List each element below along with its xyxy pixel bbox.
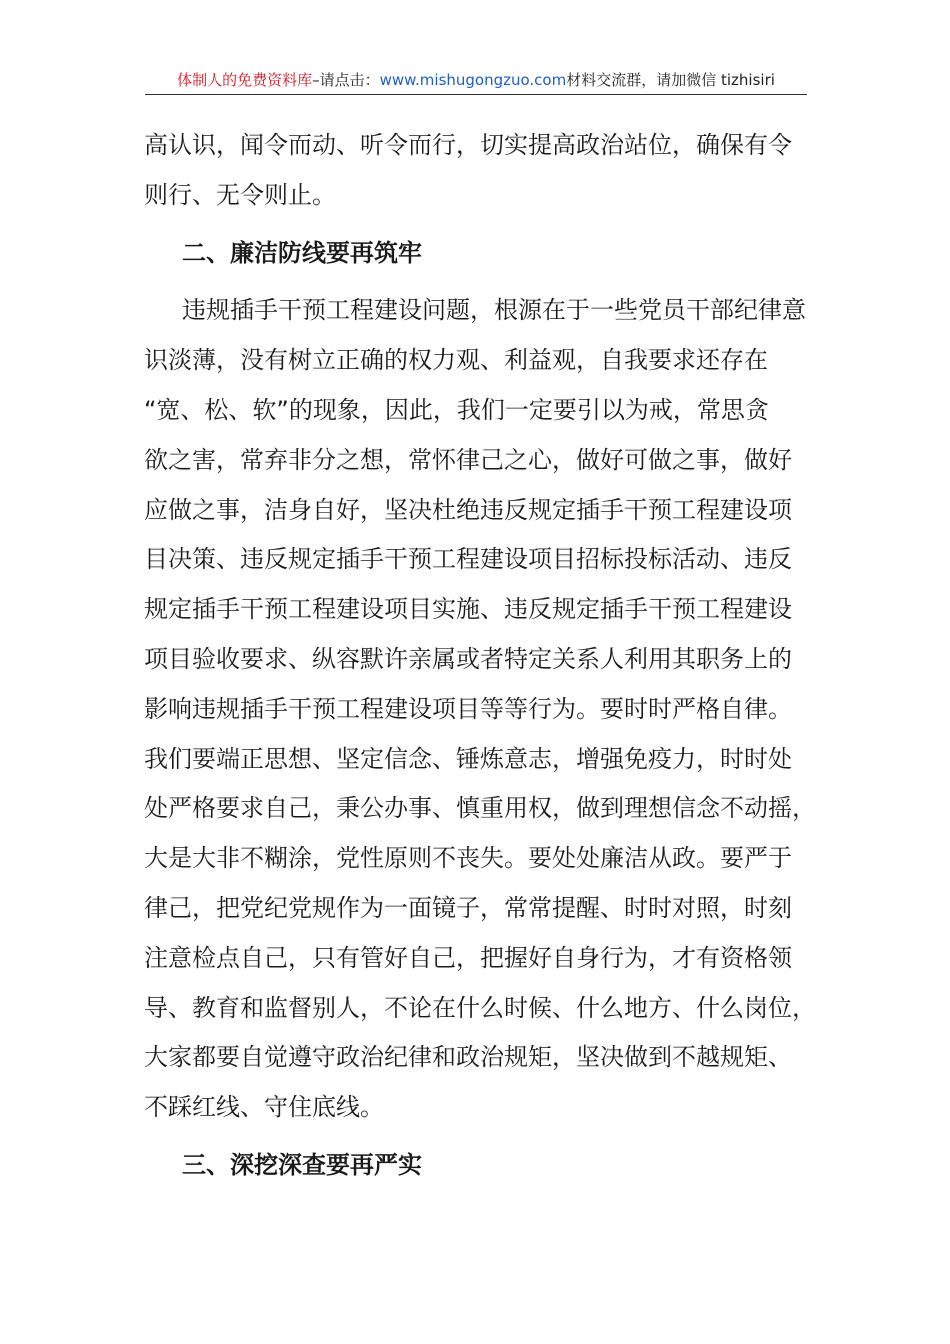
paragraph-line: 大是大非不糊涂，党性原则不丧失。要处处廉洁从政。要严于: [144, 844, 792, 873]
header-note: 材料交流群，请加微信 tizhisiri: [566, 71, 775, 89]
paragraph-line: 识淡薄，没有树立正确的权力观、利益观，自我要求还存在: [144, 346, 768, 375]
paragraph-line: 大家都要自觉遵守政治纪律和政治规矩，坚决做到不越规矩、: [144, 1043, 792, 1072]
paragraph-line: 高认识，闻令而动、听令而行，切实提高政治站位，确保有令: [144, 131, 792, 159]
paragraph-line: 律己，把党纪党规作为一面镜子，常常提醒、时时对照，时刻: [144, 893, 792, 922]
section-heading: 二、廉洁防线要再筑牢: [182, 238, 422, 267]
paragraph-line: 不踩红线、守住底线。: [144, 1093, 384, 1122]
paragraph-line: 影响违规插手干预工程建设项目等等行为。要时时严格自律。: [144, 694, 792, 723]
paragraph-line: 目决策、违反规定插手干预工程建设项目招标投标活动、违反: [144, 545, 792, 574]
paragraph-line: “宽、松、软”的现象，因此，我们一定要引以为戒，常思贪: [144, 395, 769, 424]
paragraph-line: 我们要端正思想、坚定信念、锤炼意志，增强免疫力，时时处: [144, 744, 792, 773]
paragraph-line: 欲之害，常弃非分之想，常怀律己之心，做好可做之事，做好: [144, 445, 792, 474]
paragraph-line: 违规插手干预工程建设问题，根源在于一些党员干部纪律意: [182, 296, 806, 325]
header-url-link[interactable]: www.mishugongzuo.com: [379, 71, 567, 89]
paragraph-line: 处严格要求自己，秉公办事、慎重用权，做到理想信念不动摇，: [144, 794, 816, 823]
header-brand: 体制人的免费资料库: [177, 71, 313, 89]
document-body: [144, 121, 816, 1191]
paragraph-line: 项目验收要求、纵容默许亲属或者特定关系人利用其职务上的: [144, 644, 792, 673]
section-heading: 三、深挖深查要再严实: [182, 1150, 422, 1179]
paragraph-line: 导、教育和监督别人，不论在什么时候、什么地方、什么岗位，: [144, 993, 816, 1022]
page-header: [145, 66, 807, 95]
paragraph-line: 则行、无令则止。: [144, 180, 336, 209]
paragraph-line: 应做之事，洁身自好，坚决杜绝违反规定插手干预工程建设项: [144, 495, 792, 524]
paragraph-line: 注意检点自己，只有管好自己，把握好自身行为，才有资格领: [144, 943, 792, 972]
paragraph-line: 规定插手干预工程建设项目实施、违反规定插手干预工程建设: [144, 595, 792, 624]
header-separator: –请点击：: [312, 71, 380, 89]
